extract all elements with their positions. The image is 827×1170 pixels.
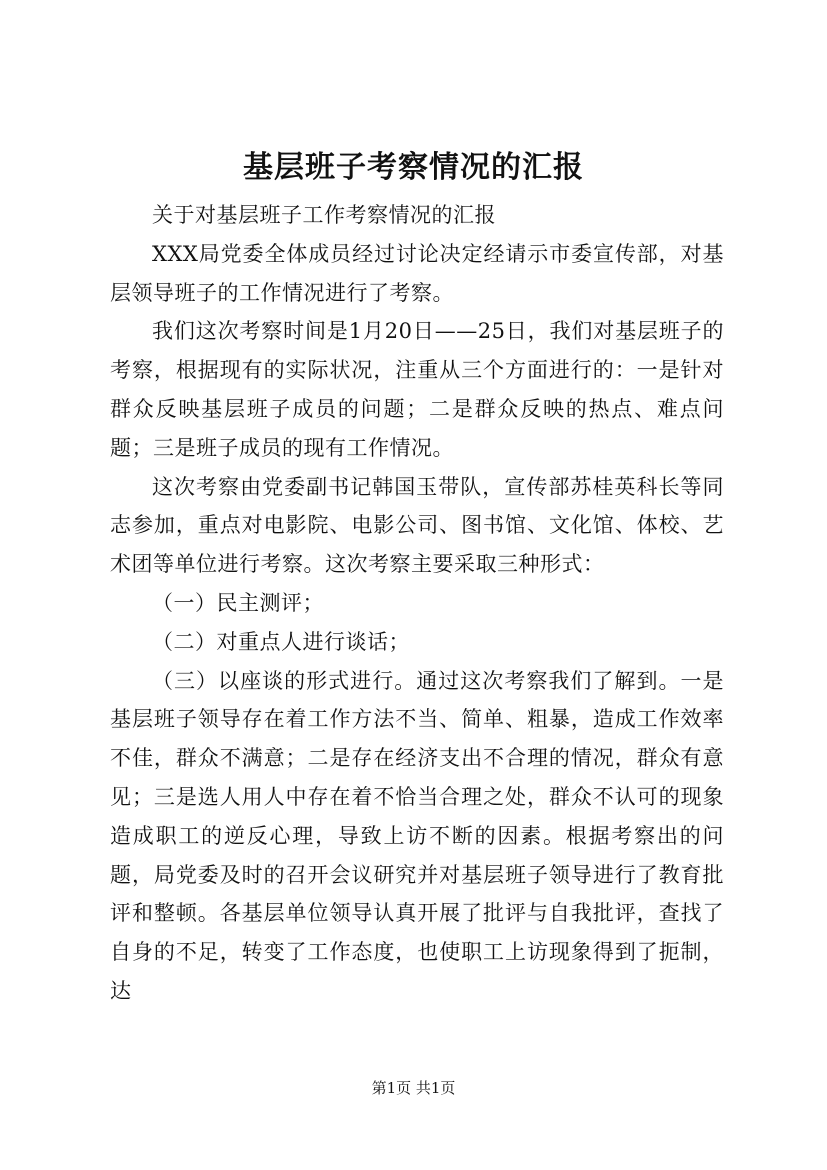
paragraph-form-1: （一）民主测评； xyxy=(152,590,324,615)
paragraph-subtitle: 关于对基层班子工作考察情况的汇报 xyxy=(152,203,496,227)
document-title: 基层班子考察情况的汇报 xyxy=(243,150,584,185)
paragraph-form-3: （三）以座谈的形式进行。通过这次考察我们了解到。一是基层班子领导存在着工作方法不当、简单、粗暴，造成工作效率不佳，群众不满意；二是存在经济支出不合理的情况，群众有意见；三是选人用人中存在着不恰当合理之处，群众不认可的现象造成职工的逆反心理，导致上访不断的因素。根据考察出的问题，局党委及时的召开会议研究并对基层班子领导进行了教育批评和整顿。各基层单位领导认真开展了批评与自我批评，查找了自身的不足，转变了工作态度，也使职工上访现象得到了扼制，达 xyxy=(110,668,724,1003)
page-footer: 第1页 共1页 xyxy=(371,1079,456,1097)
paragraph-intro: XXX局党委全体成员经过讨论决定经请示市委宣传部，对基层领导班子的工作情况进行了考察。 xyxy=(110,241,724,305)
document-body xyxy=(110,196,724,1011)
paragraph-team: 这次考察由党委副书记韩国玉带队，宣传部苏桂英科长等同志参加，重点对电影院、电影公司、图书馆、文化馆、体校、艺术团等单位进行考察。这次考察主要采取三种形式： xyxy=(110,474,724,577)
paragraph-time: 我们这次考察时间是1月20日——25日，我们对基层班子的考察，根据现有的实际状况，注重从三个方面进行的：一是针对群众反映基层班子成员的问题；二是群众反映的热点、难点问题；三是班子成员的现有工作情况。 xyxy=(110,319,724,460)
paragraph-form-2: （二）对重点人进行谈话； xyxy=(152,629,410,654)
